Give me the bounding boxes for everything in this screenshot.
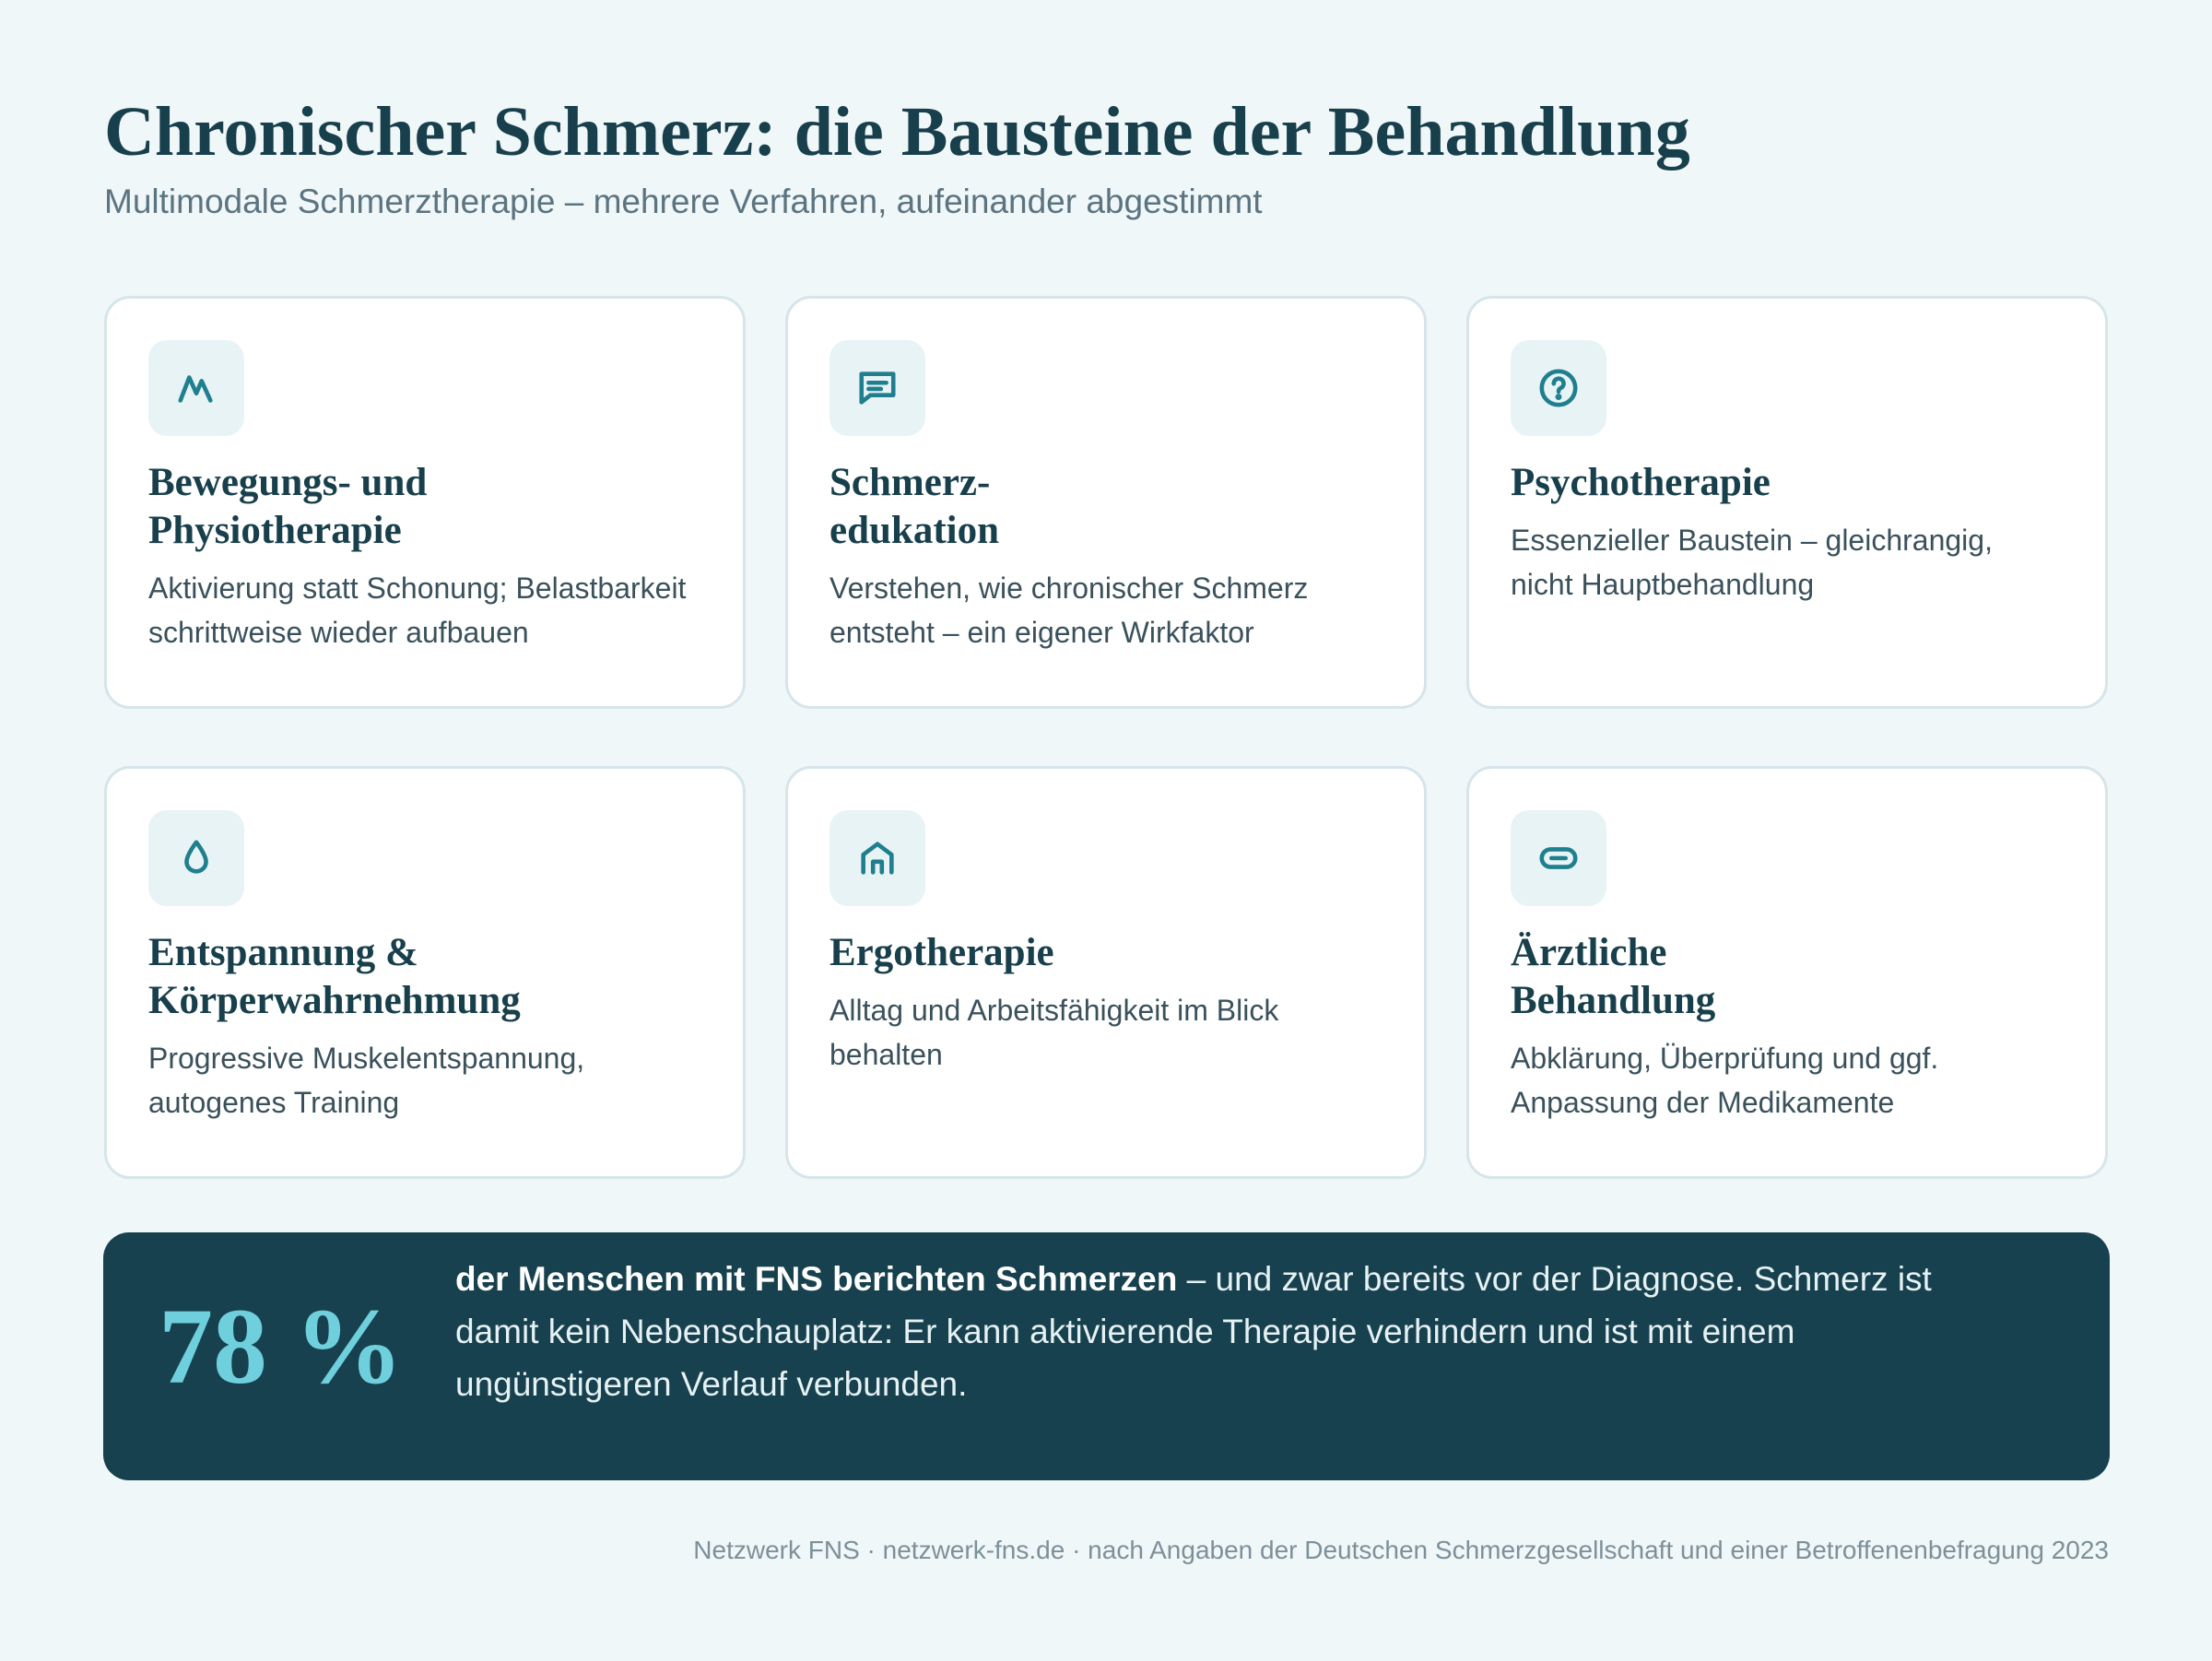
card-occupational-therapy <box>785 766 1427 1179</box>
card-title: Psychotherapie <box>1511 461 1771 504</box>
card-description: Verstehen, wie chronischer Schmerz entsteht – ein eigener Wirkfaktor <box>830 571 1309 649</box>
card-description: Essenzieller Baustein – gleichrangig, nicht Hauptbehandlung <box>1511 524 1993 601</box>
card-pain-education <box>785 296 1427 709</box>
source-footer: Netzwerk FNS · netzwerk-fns.de · nach Angaben der Deutschen Schmerzgesellschaft und einer Betroffenenbefragung 2023 <box>693 1536 2109 1564</box>
card-medical-treatment <box>1466 766 2108 1179</box>
pill-icon <box>1511 810 1606 906</box>
card-description: Aktivierung statt Schonung; Belastbarkeit schrittweise wieder aufbauen <box>148 571 687 649</box>
statistic-value: 78 % <box>159 1286 404 1407</box>
activity-icon <box>148 340 244 436</box>
card-title: Entspannung & Körperwahrnehmung <box>148 931 521 1022</box>
question-icon <box>1511 340 1606 436</box>
card-title: Schmerz- edukation <box>830 461 1000 552</box>
card-description: Progressive Muskelentspannung, autogenes Training <box>148 1042 585 1119</box>
page-title: Chronischer Schmerz: die Bausteine der Behandlung <box>104 93 1690 171</box>
message-icon <box>830 340 925 436</box>
page-subtitle: Multimodale Schmerztherapie – mehrere Verfahren, aufeinander abgestimmt <box>104 183 1263 220</box>
card-title: Ergotherapie <box>830 931 1054 974</box>
card-title: Ärztliche Behandlung <box>1511 931 1716 1022</box>
card-title: Bewegungs- und Physiotherapie <box>148 461 428 552</box>
card-relaxation <box>104 766 746 1179</box>
drop-icon <box>148 810 244 906</box>
card-psychotherapy <box>1466 296 2108 709</box>
statistic-highlight: der Menschen mit FNS berichten Schmerzen <box>455 1260 1178 1298</box>
card-description: Abklärung, Überprüfung und ggf. Anpassung der Medikamente <box>1511 1042 1939 1119</box>
card-description: Alltag und Arbeitsfähigkeit im Blick behalten <box>830 994 1279 1071</box>
statistic-banner <box>103 1232 2110 1480</box>
home-icon <box>830 810 925 906</box>
card-physiotherapy <box>104 296 746 709</box>
statistic-text: der Menschen mit FNS berichten Schmerzen – und zwar bereits vor der Diagnose. Schmerz ist damit kein Nebenschauplatz: Er kann aktivierende Therapie verhindern und ist mit einem ungünstigeren Verlauf verbunden. <box>455 1260 1932 1403</box>
